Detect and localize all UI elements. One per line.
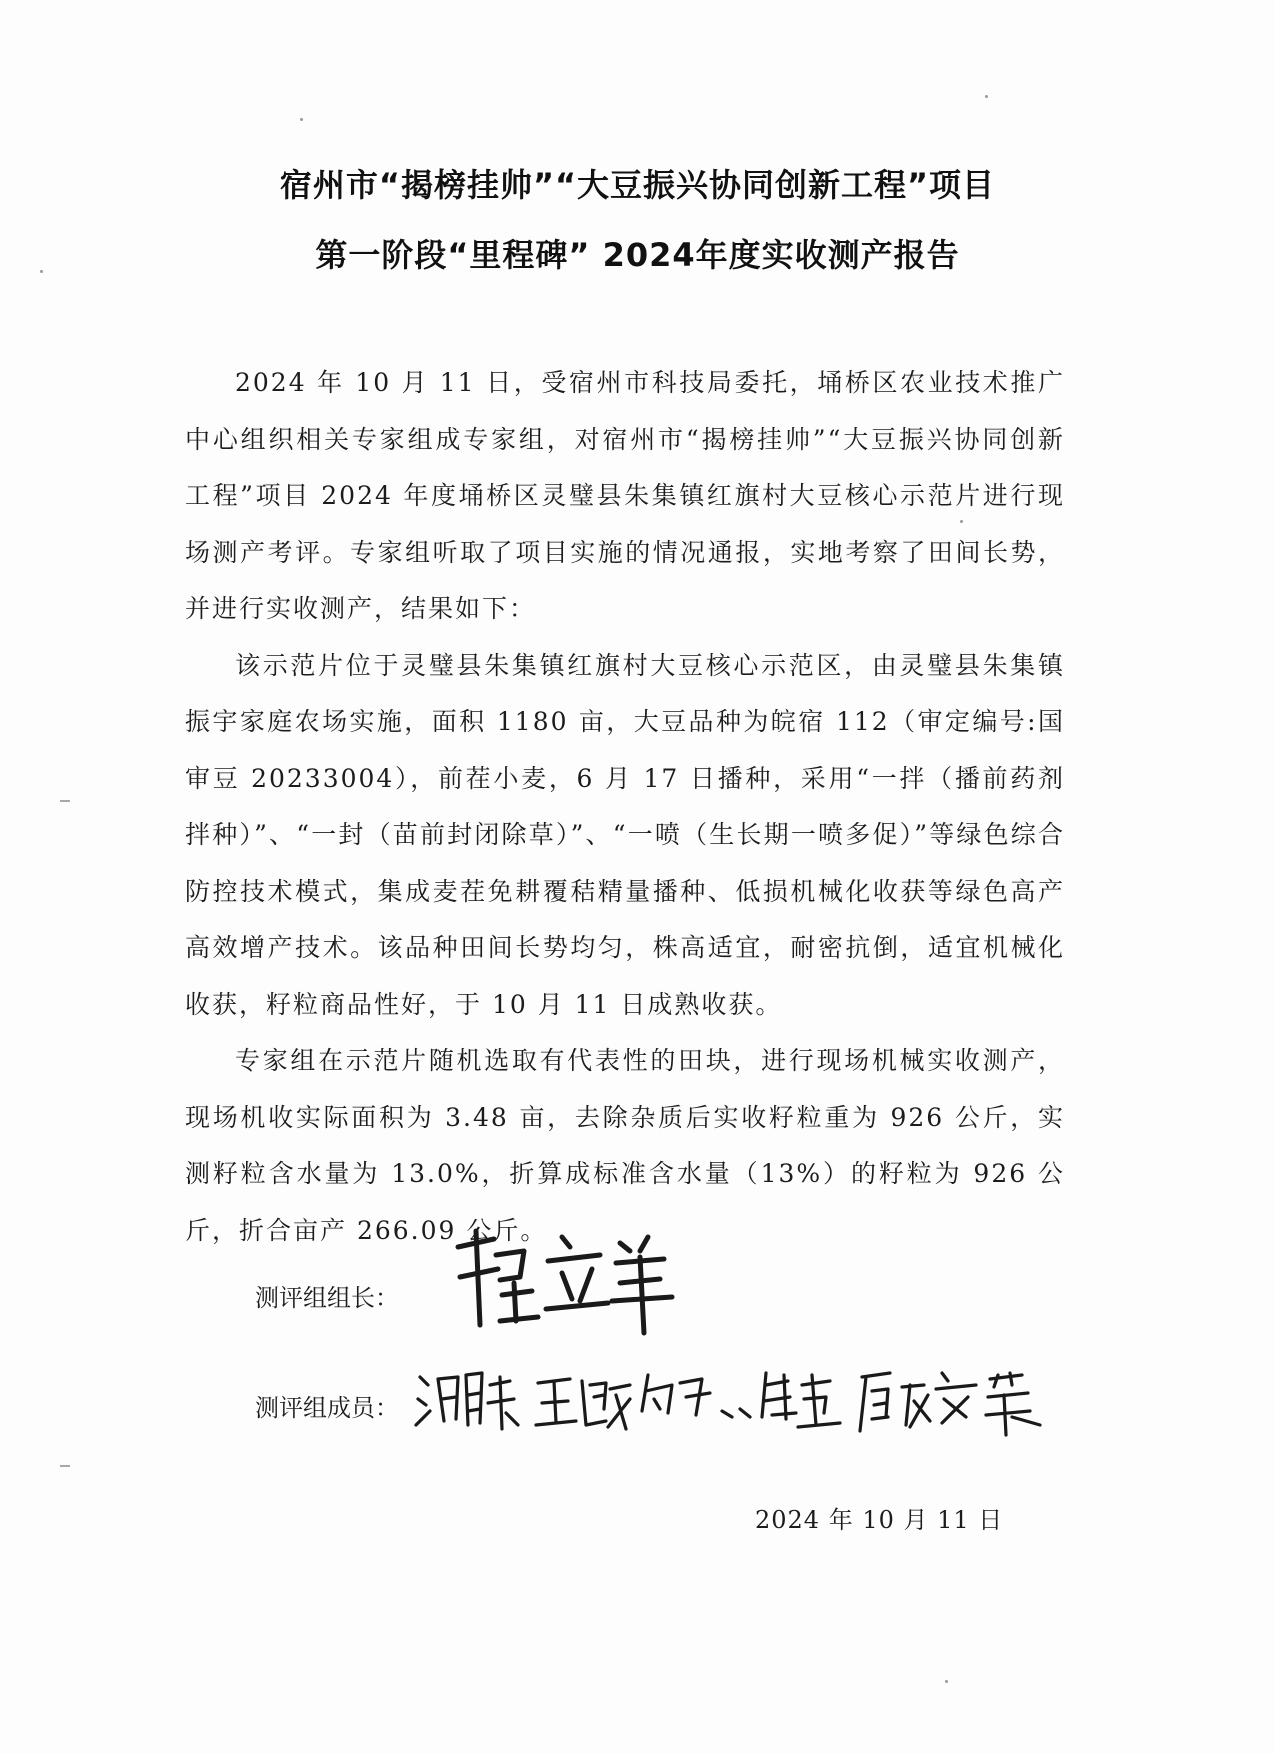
paragraph-intro: 2024 年 10 月 11 日，受宿州市科技局委托，埇桥区农业技术推广中心组织相关专家组成专家组，对宿州市“揭榜挂帅”“大豆振兴协同创新工程”项目 2024 年度埇桥区灵璧县朱集镇红旗村大豆核心示范片进行现场测产考评。专家组听取了项目实施的情况通报，实地考察了田间长势，并进行实收测产，结果如下：: [185, 368, 1065, 623]
scan-mark: [60, 1465, 70, 1467]
report-date: 2024 年 10 月 11 日: [755, 1506, 1004, 1534]
scan-speck: [945, 1680, 948, 1683]
scan-speck: [985, 95, 988, 98]
member-signatures: [410, 1355, 1110, 1445]
scan-speck: [40, 270, 43, 273]
leader-signature: [450, 1225, 680, 1335]
paragraph-site-description: 该示范片位于灵璧县朱集镇红旗村大豆核心示范区，由灵璧县朱集镇振宇家庭农场实施，面积 1180 亩，大豆品种为皖宿 112（审定编号:国审豆 20233004），前茬小麦，6 月 17 日播种，采用“一拌（播前药剂拌种）”、“一封（苗前封闭除草）”、“一喷（生长期一喷多促）”等绿色综合防控技术模式，集成麦茬免耕覆秸精量播种、低损机械化收获等绿色高产高效增产技术。该品种田间长势均匀，株高适宜，耐密抗倒，适宜机械化收获，籽粒商品性好，于 10 月 11 日成熟收获。: [185, 650, 1065, 1019]
leader-label: 测评组组长：: [255, 1284, 399, 1312]
report-title-line2: 第一阶段“里程碑” 2024年度实收测产报告: [315, 236, 960, 274]
paragraph-yield-result: 专家组在示范片随机选取有代表性的田块，进行现场机械实收测产，现场机收实际面积为 3.48 亩，去除杂质后实收籽粒重为 926 公斤，实测籽粒含水量为 13.0%，折算成标准含水量（13%）的籽粒为 926 公斤，折合亩产 266.09 公斤。: [185, 1046, 1065, 1245]
report-body: [185, 355, 1065, 1259]
scan-mark: [60, 800, 70, 802]
member-signature-3: [642, 1373, 840, 1427]
report-title-line1: 宿州市“揭榜挂帅”“大豆振兴协同创新工程”项目: [279, 166, 996, 204]
member-signature-4: [860, 1373, 1040, 1435]
scan-speck: [960, 520, 963, 523]
member-signature-2: [536, 1379, 630, 1429]
member-signature-1: [416, 1373, 518, 1429]
members-label: 测评组成员：: [255, 1394, 399, 1422]
scan-speck: [300, 118, 303, 121]
